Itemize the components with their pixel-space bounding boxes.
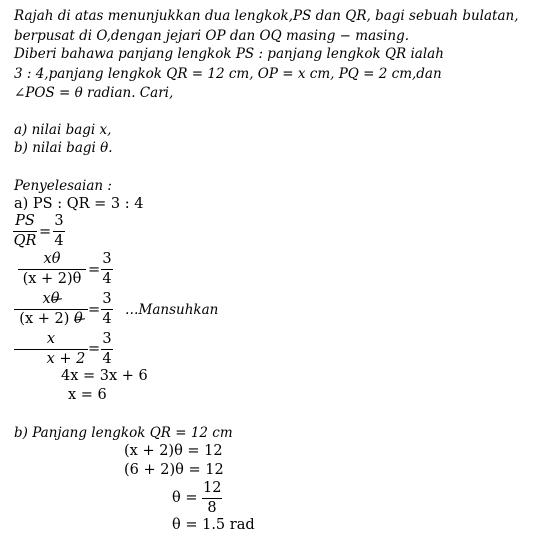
cancel-note: …Mansuhkan xyxy=(125,302,219,318)
fraction-ps-qr xyxy=(13,213,37,250)
question-part-a: a) nilai bagi x, xyxy=(14,122,112,138)
fraction-numerator: 12 xyxy=(202,480,222,499)
question-line-5: ∠POS = θ radian. Cari, xyxy=(14,85,174,101)
fraction-cancelled-theta xyxy=(14,291,88,328)
fraction-denominator: 4 xyxy=(102,271,112,287)
fraction-denominator: QR xyxy=(13,233,37,249)
solution-a-step-4x: 4x = 3x + 6 xyxy=(61,368,148,384)
solution-a-ratio: a) PS : QR = 3 : 4 xyxy=(14,196,144,212)
fraction-numerator: 3 xyxy=(101,251,113,270)
fraction-three-quarters xyxy=(101,251,113,288)
solution-b-answer: θ = 1.5 rad xyxy=(172,517,255,533)
fraction-three-quarters xyxy=(53,213,65,250)
solution-b-line-1: b) Panjang lengkok QR = 12 cm xyxy=(14,425,233,441)
fraction-numerator: 3 xyxy=(101,291,113,310)
fraction-x-over-x-plus-2 xyxy=(14,331,88,368)
fraction-three-quarters xyxy=(101,291,113,328)
fraction-numerator: x xyxy=(14,331,88,350)
fraction-x-theta xyxy=(18,251,86,288)
fraction-denominator: 8 xyxy=(207,500,217,516)
fraction-numerator: PS xyxy=(13,213,37,232)
cancelled-theta: θ xyxy=(73,311,83,327)
question-line-3: Diberi bahawa panjang lengkok PS : panjang lengkok QR ialah xyxy=(14,46,444,62)
solution-b-theta-lhs: θ = xyxy=(172,490,198,506)
fraction-denominator: 4 xyxy=(102,311,112,327)
solution-b-line-2: (x + 2)θ = 12 xyxy=(124,443,223,459)
equals-sign: = xyxy=(88,302,101,318)
solution-heading: Penyelesaian : xyxy=(14,178,112,194)
fraction-denominator: x + 2 xyxy=(46,351,86,367)
solution-a-answer: x = 6 xyxy=(68,387,107,403)
question-part-b: b) nilai bagi θ. xyxy=(14,140,113,156)
equals-sign: = xyxy=(39,224,52,240)
fraction-numerator: 3 xyxy=(53,213,65,232)
fraction-numerator: xθ xyxy=(18,251,86,270)
question-line-1: Rajah di atas menunjukkan dua lengkok,PS dan QR, bagi sebuah bulatan, xyxy=(14,8,519,24)
fraction-twelve-eighths xyxy=(202,480,222,517)
question-line-2: berpusat di O,dengan jejari OP dan OQ masing − masing. xyxy=(14,28,410,44)
fraction-denominator: 4 xyxy=(102,351,112,367)
equals-sign: = xyxy=(88,341,101,357)
fraction-denominator: (x + 2) θ xyxy=(19,311,83,327)
equals-sign: = xyxy=(88,262,101,278)
cancelled-theta: θ xyxy=(50,291,60,307)
fraction-three-quarters xyxy=(101,331,113,368)
solution-b-line-3: (6 + 2)θ = 12 xyxy=(124,462,224,478)
fraction-numerator: 3 xyxy=(101,331,113,350)
fraction-denominator: 4 xyxy=(54,233,64,249)
question-line-4: 3 : 4,panjang lengkok QR = 12 cm, OP = x cm, PQ = 2 cm,dan xyxy=(14,66,442,82)
fraction-numerator: xθ xyxy=(14,291,88,310)
fraction-denominator: (x + 2)θ xyxy=(22,271,82,287)
